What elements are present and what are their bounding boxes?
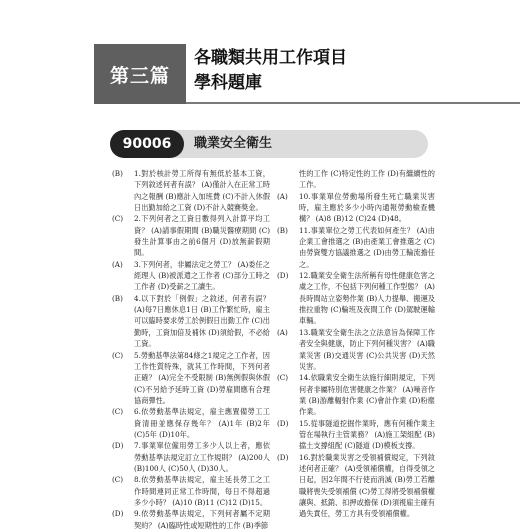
question-answer: (D) bbox=[277, 452, 289, 462]
question-text: 13.職業安全衛生法之立法意旨為保障工作者安全與健康，防止下列何種災害？ (A)職業災害 (B)交通災害 (C)公共災害 (D)天然災害。 bbox=[299, 327, 435, 371]
question-text: 1.對於核計勞工所得有無低於基本工資，下列敘述何者有誤？ (A)僅計入在正常工時內之報酬 (B)應計入加班費 (C)不計入休假日出勤加給之工資 (D)不計入競賽獎金。 bbox=[134, 169, 270, 213]
question-text: 5.勞動基準法第84條之1規定之工作者，因工作性質特殊，就其工作時間，下列何者正確？ (A)完全不受限制 (B)無例假與休假 (C)不另給予延時工資 (D)勞雇間應有合理協商彈性。 bbox=[134, 350, 270, 405]
question-answer: (D) bbox=[112, 441, 124, 451]
question-answer: (C) bbox=[277, 373, 289, 383]
question-answer: (C) bbox=[112, 475, 124, 485]
question-item bbox=[277, 168, 435, 191]
question-text: 3.下列何者，非屬法定之勞工？ (A)委任之經理人 (B)被派遣之工作者 (C)部分工時之工作者 (D)受薪之工讀生。 bbox=[134, 259, 270, 292]
question-item bbox=[112, 474, 270, 508]
question-answer: (D) bbox=[277, 271, 289, 281]
question-text: 7.事業單位僱用勞工多少人以上者，應依勞動基準法規定訂立工作規則？ (A)200人 (B)100人 (C)50人 (D)30人。 bbox=[134, 441, 270, 473]
question-item bbox=[112, 350, 270, 407]
question-item bbox=[277, 372, 435, 417]
question-item bbox=[112, 168, 270, 213]
question-item bbox=[277, 270, 435, 327]
question-answer: (A) bbox=[112, 259, 123, 269]
question-item bbox=[112, 293, 270, 350]
question-item bbox=[112, 406, 270, 440]
question-item bbox=[277, 418, 435, 452]
question-answer: (A) bbox=[277, 191, 288, 201]
question-text: 14.依職業安全衛生法施行細則規定，下列何者非屬特別危害健康之作業？ (A)噪音作業 (B)游離輻射作業 (C)會計作業 (D)粉塵作業。 bbox=[299, 373, 435, 417]
section-code: 90006 bbox=[110, 130, 184, 158]
question-text: 12.職業安全衛生法所稱有母性健康危害之虞之工作，不包括下列何種工作型態？ (A)長時間站立姿勢作業 (B)人力提舉、搬運及推拉重物 (C)輪班及夜間工作 (D)駕駛運輸車輛。 bbox=[299, 271, 435, 326]
question-item bbox=[277, 452, 435, 520]
question-item bbox=[112, 508, 270, 531]
chapter-title-line1: 各職類共用工作項目 bbox=[194, 48, 347, 68]
title-underline bbox=[186, 102, 520, 104]
question-answer: (C) bbox=[112, 214, 124, 224]
section-name: 職業安全衛生 bbox=[194, 136, 273, 151]
question-answer: (B) bbox=[277, 225, 288, 235]
question-text: 8.依勞動基準法規定，雇主延長勞工之工作時間連同正常工作時間，每日不得超過多少小時？ (A)10 (B)11 (C)12 (D)15。 bbox=[134, 475, 270, 507]
question-text: 性的工作 (C)特定性的工作 (D)有繼續性的工作。 bbox=[299, 169, 435, 190]
chapter-header bbox=[94, 44, 520, 104]
question-answer: (C) bbox=[112, 350, 124, 360]
question-answer: (D) bbox=[112, 509, 124, 519]
question-text: 9.依勞動基準法規定，下列何者屬不定期契約？ (A)臨時性或短期性的工作 (B)季節 bbox=[134, 509, 270, 530]
question-item bbox=[277, 327, 435, 372]
question-text: 4.以下對於「例假」之敘述，何者有誤？ (A)每7日應休息1日 (B)工作繁忙時，雇主可以臨時要求勞工於例假日出勤工作 (C)出勤時，工資加倍及補休 (D)須給假，不必給工資。 bbox=[134, 293, 270, 349]
question-item bbox=[277, 191, 435, 225]
question-item bbox=[277, 225, 435, 270]
question-answer: (B) bbox=[112, 293, 123, 303]
question-text: 15.從事隧道挖掘作業時，應有何種作業主管在場執行主管業務？ (A)施工架組配 (B)擋土支撐組配 (C)隧道 (D)模板支撐。 bbox=[299, 418, 435, 451]
question-item bbox=[112, 440, 270, 474]
chapter-title bbox=[194, 46, 494, 96]
question-answer: (B) bbox=[112, 169, 123, 178]
question-answer bbox=[277, 168, 299, 191]
chapter-label: 第三篇 bbox=[94, 44, 186, 104]
question-answer: (A) bbox=[277, 327, 288, 337]
question-text: 11.事業單位之勞工代表如何產生？ (A)由企業工會推選之 (B)由產業工會推選之 (C)由勞資雙方協議推選之 (D)由勞工輪流擔任之。 bbox=[299, 225, 435, 269]
question-text: 6.依勞動基準法規定，雇主應置備勞工工資清冊並應保存幾年？ (A)1年 (B)2年 (C)5年 (D)10年。 bbox=[134, 407, 270, 439]
question-column-right bbox=[277, 168, 435, 520]
question-answer: (D) bbox=[277, 418, 289, 428]
chapter-title-line2: 學科題庫 bbox=[194, 73, 262, 93]
question-answer: (C) bbox=[112, 407, 124, 417]
question-text: 2.下列何者之工資日數得列入計算平均工資？ (A)請事假期間 (B)職災醫療期間 (C)發生計算事由之前6個月 (D)放無薪假期間。 bbox=[134, 214, 270, 258]
question-column-left bbox=[112, 168, 270, 531]
section-header bbox=[110, 130, 428, 158]
question-item bbox=[112, 213, 270, 258]
question-item bbox=[112, 259, 270, 293]
question-text: 16.對於職業災害之受領補償規定，下列敘述何者正確？ (A)受領補償權，自得受領之日起，因2年間不行使而消滅 (B)勞工若離職將喪失受領補償 (C)勞工得將受領補償權讓與、抵銷、扣押或擔保 (D)須視雇主確有過失責任，勞工方具有受領補償權。 bbox=[299, 452, 435, 519]
question-text: 10.事業單位勞動場所發生死亡職業災害時，雇主應於多少小時內通報勞動檢查機構？ (A)8 (B)12 (C)24 (D)48。 bbox=[299, 191, 435, 224]
